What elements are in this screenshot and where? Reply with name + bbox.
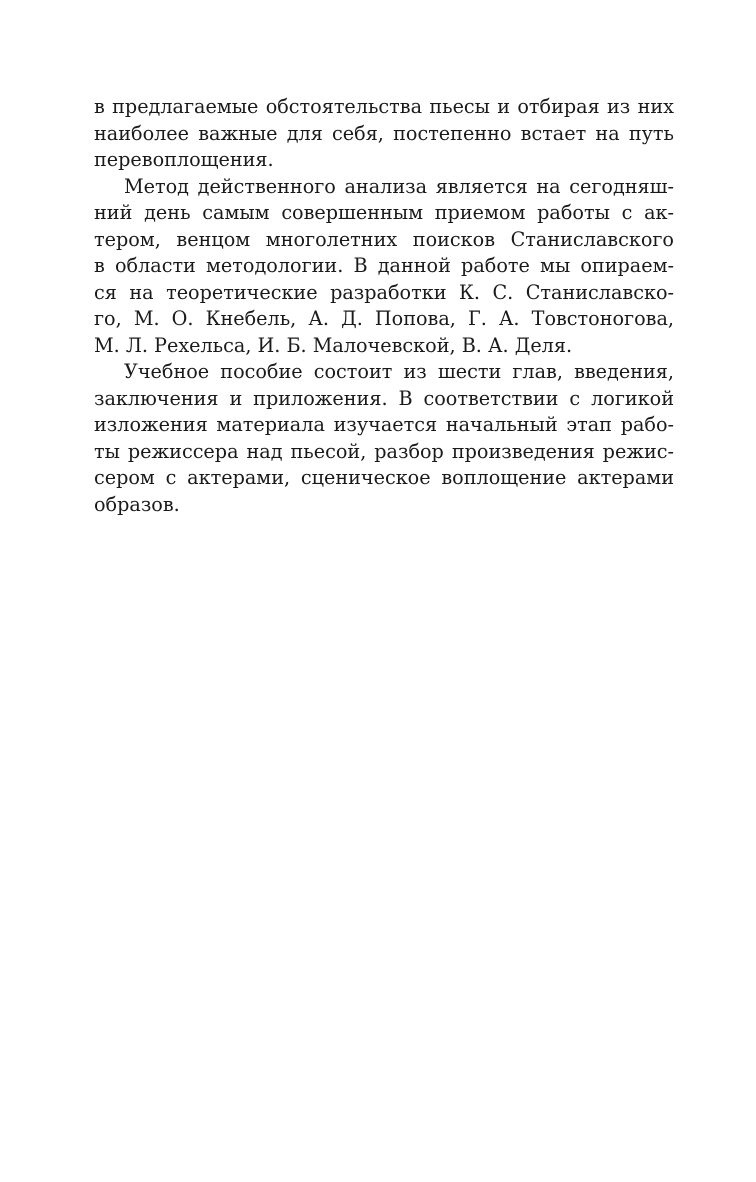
text-line: Метод действенного анализа является на сегодняш- [124, 174, 674, 198]
text-line: ний день самым совершенным приемом работы с ак- [94, 201, 674, 224]
text-line: заключения и приложения. В соответствии с логикой [94, 386, 674, 410]
text-line: изложения материала изучается начальный этап рабо- [94, 413, 674, 436]
text-line: М. Л. Рехельса, И. Б. Малочевской, В. А. Деля. [94, 333, 573, 357]
text-line: ся на теоретические разработки К. С. Станиславско- [94, 280, 674, 304]
body-text [94, 94, 674, 518]
paragraph-3 [94, 359, 674, 518]
paragraph-2 [94, 174, 674, 360]
paragraph-1 [94, 94, 674, 174]
text-line: го, М. О. Кнебель, А. Д. Попова, Г. А. Товстоногова, [94, 307, 674, 330]
text-line: Учебное пособие состоит из шести глав, введения, [124, 360, 674, 383]
text-line: образов. [94, 492, 180, 516]
text-line: сером с актерами, сценическое воплощение актерами [94, 466, 674, 489]
text-line: в предлагаемые обстоятельства пьесы и отбирая из них [94, 95, 674, 118]
text-line: наиболее важные для себя, постепенно встает на путь [94, 121, 674, 145]
text-line: ты режиссера над пьесой, разбор произведения режис- [94, 439, 674, 463]
text-line: в области методологии. В данной работе мы опираем- [94, 254, 674, 277]
text-line: перевоплощения. [94, 148, 274, 171]
text-line: тером, венцом многолетних поисков Станиславского [94, 227, 674, 251]
